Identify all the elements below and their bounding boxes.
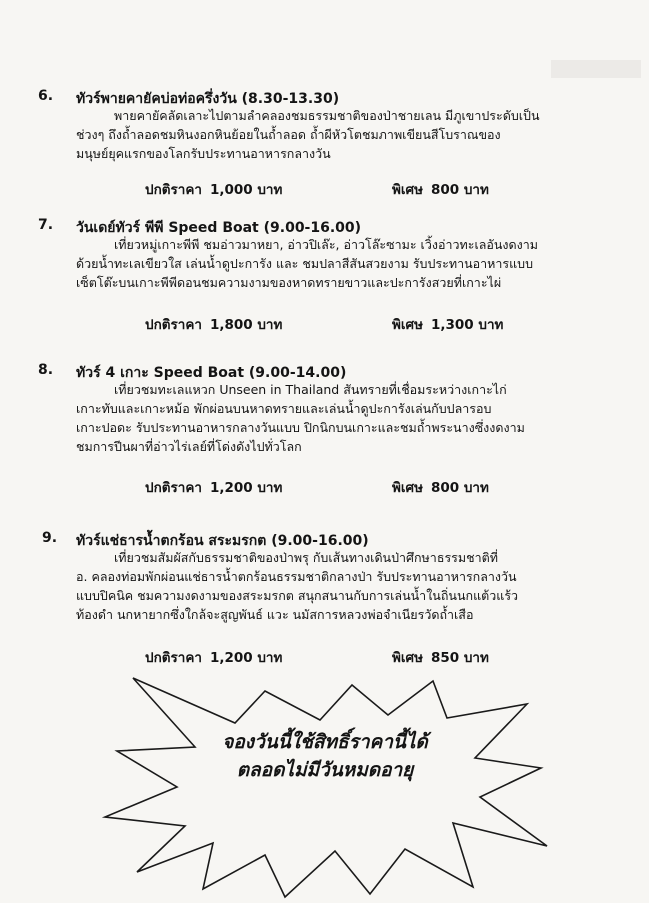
regular-price-value: 1,200 บาท bbox=[209, 480, 283, 496]
regular-price bbox=[145, 178, 282, 200]
promo-line-2: ตลอดไม่มีวันหมดอายุ bbox=[236, 759, 414, 781]
special-price bbox=[392, 313, 503, 335]
special-price-value: 800 บาท bbox=[430, 182, 489, 198]
special-price-label: พิเศษ bbox=[392, 650, 423, 666]
description-line: ช่วงๆ ถึงถ้ำลอดชมหินงอกหินย้อยในถ้ำลอด ถ้ำผีหัวโตชมภาพเขียนสีโบราณของ bbox=[76, 127, 501, 142]
regular-price bbox=[145, 476, 282, 498]
regular-price-label: ปกติราคา bbox=[145, 182, 202, 198]
special-price-value: 850 บาท bbox=[430, 650, 489, 666]
description-line: พายคายัคลัดเลาะไปตามลำคลองชมธรรมชาติของป่าชายเลน มีภูเขาประดับเป็น bbox=[114, 108, 540, 123]
regular-price-label: ปกติราคา bbox=[145, 650, 202, 666]
tour-title: ทัวร์พายคายัคบ่อท่อครึ่งวัน (8.30-13.30) bbox=[76, 91, 340, 107]
tour-description bbox=[76, 235, 616, 292]
special-price bbox=[392, 476, 489, 498]
tour-description bbox=[76, 548, 616, 624]
regular-price-label: ปกติราคา bbox=[145, 480, 202, 496]
special-price-label: พิเศษ bbox=[392, 182, 423, 198]
description-line: เซ็ตโต๊ะบนเกาะพีพีดอนชมความงามของหาดทรายขาวและปะการังสวยที่เกาะไผ่ bbox=[76, 275, 502, 290]
regular-price-label: ปกติราคา bbox=[145, 317, 202, 333]
description-line: เกาะทับและเกาะหม้อ พักผ่อนบนหาดทรายและเล่นน้ำดูปะการังเล่นกับปลารอบ bbox=[76, 401, 492, 416]
description-line: มนุษย์ยุคแรกของโลกรับประทานอาหารกลางวัน bbox=[76, 146, 331, 161]
tour-description bbox=[76, 380, 616, 456]
tour-description bbox=[76, 106, 616, 163]
description-line: อ. คลองท่อมพักผ่อนแช่ธารน้ำตกร้อนธรรมชาติกลางป่า รับประทานอาหารกลางวัน bbox=[76, 569, 517, 584]
tour-title: ทัวร์แช่ธารน้ำตกร้อน สระมรกต (9.00-16.00) bbox=[76, 533, 369, 549]
description-line: ท้องดำ นกหายากซึ่งใกล้จะสูญพันธ์ แวะ นมัสการหลวงพ่อจำเนียรวัดถ้ำเสือ bbox=[76, 607, 474, 622]
tour-title: วันเดย์ทัวร์ พีพี Speed Boat (9.00-16.00) bbox=[76, 220, 362, 236]
regular-price-value: 1,800 บาท bbox=[209, 317, 283, 333]
special-price-value: 1,300 บาท bbox=[430, 317, 504, 333]
description-line: ด้วยน้ำทะเลเขียวใส เล่นน้ำดูปะการัง และ ชมปลาสีสันสวยงาม รับประทานอาหารแบบ bbox=[76, 256, 534, 271]
description-line: แบบปิคนิค ชมความงดงามของสระมรกต สนุกสนานกับการเล่นน้ำในถิ่นนกแต้วแร้ว bbox=[76, 588, 519, 603]
tour-title: ทัวร์ 4 เกาะ Speed Boat (9.00-14.00) bbox=[76, 365, 347, 381]
special-price-value: 800 บาท bbox=[430, 480, 489, 496]
regular-price-value: 1,000 บาท bbox=[209, 182, 283, 198]
description-line: ชมการปีนผาที่อ่าวไร่เลย์ที่โด่งดังไปทั่วโลก bbox=[76, 439, 302, 454]
tour-number: 9. bbox=[42, 530, 58, 546]
tour-number: 6. bbox=[38, 88, 54, 104]
special-price-label: พิเศษ bbox=[392, 480, 423, 496]
special-price bbox=[392, 178, 489, 200]
description-line: เที่ยวชมสัมผัสกับธรรมชาติของป่าพรุ กับเส้นทางเดินป่าศึกษาธรรมชาติที่ bbox=[114, 550, 498, 565]
description-line: เกาะปอดะ รับประทานอาหารกลางวันแบบ ปิกนิกบนเกาะและชมถ้ำพระนางซึ่งงดงาม bbox=[76, 420, 525, 435]
description-line: เที่ยวหมู่เกาะพีพี ชมอ่าวมาหยา, อ่าวปิเล๊ะ, อ่าวโล๊ะซามะ เวิ้งอ่าวทะเลอันงดงาม bbox=[114, 237, 539, 252]
promo-text bbox=[95, 728, 555, 784]
bleed-through-mark bbox=[551, 60, 641, 78]
promo-line-1: จองวันนี้ใช้สิทธิ์ราคานี้ได้ bbox=[222, 731, 428, 753]
description-line: เที่ยวชมทะเลแหวก Unseen in Thailand สันทรายที่เชื่อมระหว่างเกาะไก่ bbox=[114, 382, 507, 397]
tour-number: 8. bbox=[38, 362, 54, 378]
tour-number: 7. bbox=[38, 217, 54, 233]
special-price-label: พิเศษ bbox=[392, 317, 423, 333]
regular-price-value: 1,200 บาท bbox=[209, 650, 283, 666]
regular-price bbox=[145, 313, 282, 335]
